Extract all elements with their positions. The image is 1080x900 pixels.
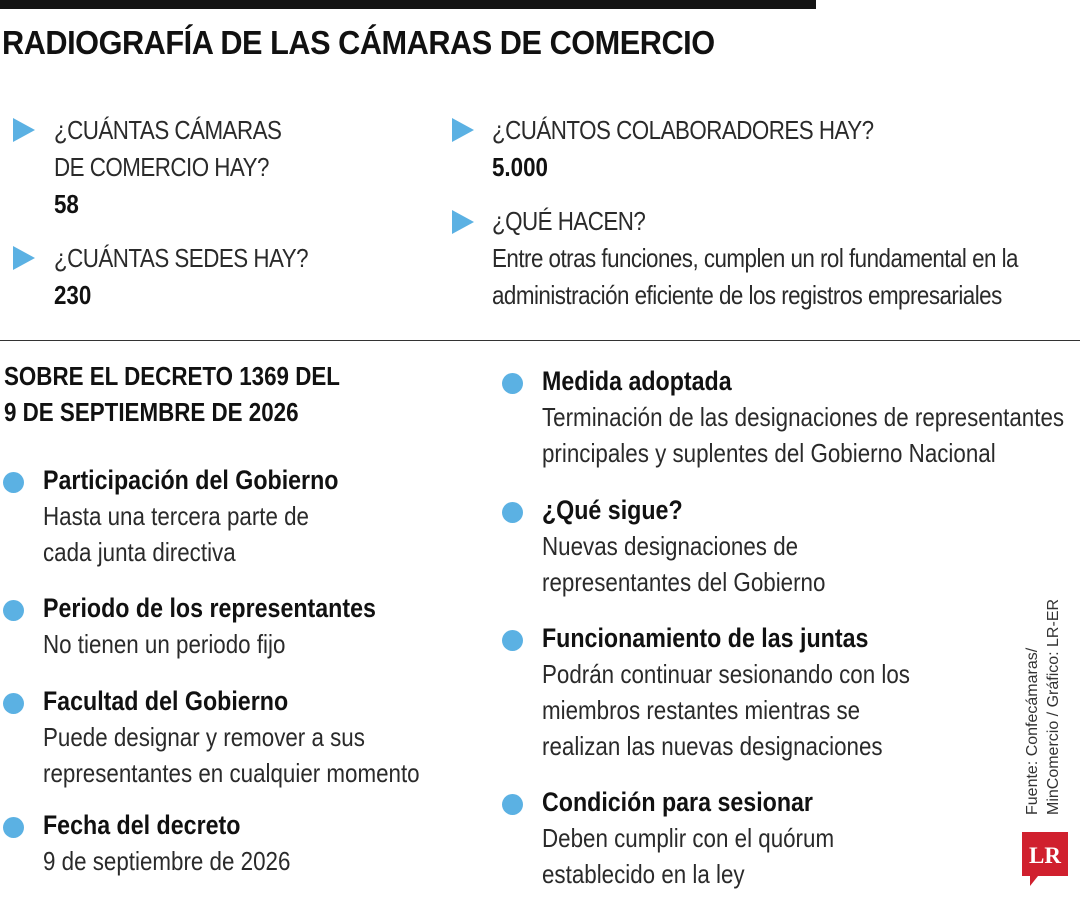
decree-item-title: Participación del Gobierno	[43, 465, 339, 495]
decree-item	[43, 807, 331, 879]
decree-item	[43, 590, 430, 662]
answer-text: Entre otras funciones, cumplen un rol fundamental en la	[492, 243, 1018, 273]
lr-logo	[1022, 832, 1068, 888]
decree-item	[542, 363, 1080, 471]
decree-item-text: cada junta directiva	[43, 537, 236, 567]
question-text: DE COMERCIO HAY?	[54, 152, 269, 182]
decree-item	[43, 683, 481, 791]
question-collaborators	[492, 112, 936, 186]
answer-text: administración eficiente de los registros empresariales	[492, 280, 1002, 310]
question-functions	[492, 203, 1080, 314]
decree-item-title: Periodo de los representantes	[43, 593, 376, 623]
source-line: Fuente: Confecámaras/	[1024, 647, 1041, 815]
triangle-bullet-icon	[452, 118, 474, 142]
circle-bullet-icon	[3, 693, 24, 714]
circle-bullet-icon	[502, 373, 523, 394]
triangle-bullet-icon	[13, 118, 35, 142]
decree-item	[542, 492, 872, 600]
triangle-bullet-icon	[13, 246, 35, 270]
decree-item	[43, 462, 387, 570]
decree-item	[542, 784, 882, 892]
decree-heading-line: SOBRE EL DECRETO 1369 DEL	[4, 361, 340, 391]
decree-item-text: realizan las nuevas designaciones	[542, 731, 883, 761]
decree-item-text: representantes del Gobierno	[542, 567, 826, 597]
decree-item-text: principales y suplentes del Gobierno Nacional	[542, 438, 996, 468]
decree-item-text: No tienen un periodo fijo	[43, 629, 286, 659]
source-credit	[1022, 599, 1064, 815]
decree-heading-line: 9 DE SEPTIEMBRE DE 2026	[4, 397, 299, 427]
section-divider	[0, 340, 1080, 341]
decree-item-title: Fecha del decreto	[43, 810, 241, 840]
question-text: ¿CUÁNTAS SEDES HAY?	[54, 243, 309, 273]
decree-heading	[4, 358, 340, 430]
decree-item-title: Funcionamiento de las juntas	[542, 623, 869, 653]
question-text: ¿CUÁNTAS CÁMARAS	[54, 115, 282, 145]
decree-item-text: 9 de septiembre de 2026	[43, 846, 291, 876]
question-text: ¿QUÉ HACEN?	[492, 206, 646, 236]
decree-item-text: miembros restantes mientras se	[542, 695, 861, 725]
question-offices	[54, 240, 349, 314]
decree-item-text: establecido en la ley	[542, 859, 745, 889]
decree-item-title: Medida adoptada	[542, 366, 732, 396]
answer-value: 58	[54, 189, 79, 219]
answer-value: 5.000	[492, 152, 548, 182]
circle-bullet-icon	[3, 600, 24, 621]
triangle-bullet-icon	[452, 210, 474, 234]
decree-item-text: Deben cumplir con el quórum	[542, 823, 835, 853]
circle-bullet-icon	[502, 630, 523, 651]
decree-item-text: Nuevas designaciones de	[542, 531, 799, 561]
question-text: ¿CUÁNTOS COLABORADORES HAY?	[492, 115, 874, 145]
decree-item-text: representantes en cualquier momento	[43, 758, 420, 788]
top-rule	[0, 0, 816, 9]
decree-item-text: Hasta una tercera parte de	[43, 501, 309, 531]
source-line: MinComercio / Gráfico: LR-ER	[1045, 598, 1062, 815]
question-chambers	[54, 112, 318, 223]
logo-text: LR	[1029, 843, 1061, 868]
decree-item-text: Podrán continuar sesionando con los	[542, 659, 910, 689]
circle-bullet-icon	[502, 794, 523, 815]
circle-bullet-icon	[3, 472, 24, 493]
decree-item-title: Facultad del Gobierno	[43, 686, 289, 716]
page-title: RADIOGRAFÍA DE LAS CÁMARAS DE COMERCIO	[2, 24, 715, 61]
circle-bullet-icon	[3, 817, 24, 838]
decree-item-title: ¿Qué sigue?	[542, 495, 683, 525]
decree-item-text: Terminación de las designaciones de representantes	[542, 402, 1065, 432]
decree-item-text: Puede designar y remover a sus	[43, 722, 365, 752]
decree-item	[542, 620, 970, 764]
decree-item-title: Condición para sesionar	[542, 787, 813, 817]
answer-value: 230	[54, 280, 92, 310]
circle-bullet-icon	[502, 502, 523, 523]
